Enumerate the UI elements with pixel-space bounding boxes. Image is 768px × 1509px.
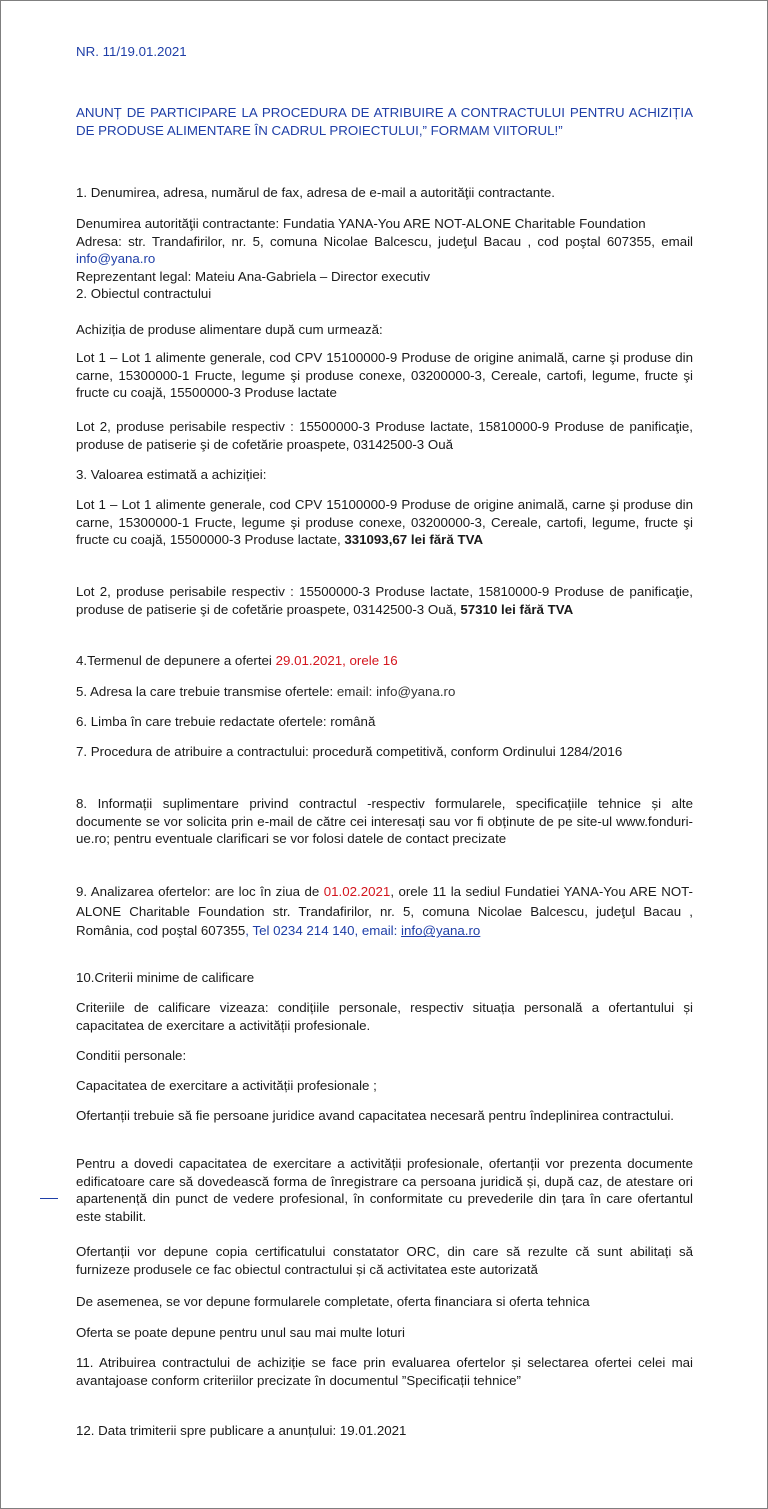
lot-2-description: Lot 2, produse perisabile respectiv : 15500000-3 Produse lactate, 15810000-9 Produse de panificaţie, produse de patiserie şi de cofetărie proaspete, 03142500-3 Ouă, [76,584,693,617]
section-9-text-a: 9. Analizarea ofertelor: are loc în ziua de [76,884,324,899]
authority-address [76,233,693,268]
section-3-lot-2 [76,583,693,618]
section-2-lot-2: Lot 2, produse perisabile respectiv : 15500000-3 Produse lactate, 15810000-9 Produse de panificaţie, produse de patiserie şi de cofetărie proaspete, 03142500-3 Ouă [76,419,693,452]
authority-name: Denumirea autorităţii contractante: Fundatia YANA-You ARE NOT-ALONE Charitable Foundation [76,216,646,231]
section-12: 12. Data trimiterii spre publicare a anunțului: 19.01.2021 [76,1423,407,1438]
section-4-text: 4.Termenul de depunere a ofertei [76,653,276,668]
professional-capacity-label: Capacitatea de exercitare a activității profesionale ; [76,1078,377,1093]
section-3-heading: 3. Valoarea estimată a achiziției: [76,467,267,482]
section-6: 6. Limba în care trebuie redactate ofertele: română [76,714,376,729]
lot-2-value: 57310 lei fără TVA [460,601,574,617]
section-10-heading: 10.Criterii minime de calificare [76,970,255,985]
section-9-text-b: , orele 11 la sediul Fundatiei YANA-You ARE NOT-ALONE Charitable Foundation str. Trandafirilor, nr. 5, comuna Nicolae Balcescu, judeţul Bacau , România, cod poştal 607355 [76,884,693,939]
bidders-requirement: Ofertanții trebuie să fie persoane juridice avand capacitatea necesară pentru îndeplinirea contractului. [76,1108,674,1123]
contact-email-link[interactable]: info@yana.ro [401,923,481,939]
contact-phone: , Tel 0234 214 140, email: [245,923,402,939]
document-number: NR. 11/19.01.2021 [76,44,187,59]
address-text: Adresa: str. Trandafirilor, nr. 5, comuna Nicolae Balcescu, judeţul Bacau , cod poştal 607355, email [76,233,693,249]
section-2-lot-1: Lot 1 – Lot 1 alimente generale, cod CPV 15100000-9 Produse de origine animală, carne şi produse din carne, 15300000-1 Fructe, legume şi produse conexe, 03200000-3, Cereale, cartofi, legume, fructe şi fructe cu coajă, 15500000-3 Produse lactate [76,350,693,401]
personal-conditions-label: Conditii personale: [76,1048,187,1063]
section-5 [76,683,455,701]
forms-requirement: De asemenea, se vor depune formularele completate, oferta financiara si oferta tehnica [76,1294,590,1309]
section-10-criteria: Criteriile de calificare vizeaza: condițiile personale, respectiv situația personală a ofertantului și capacitatea de exercitare a activității profesionale. [76,1000,693,1033]
margin-dash-mark [40,1198,58,1199]
offer-email[interactable]: email: info@yana.ro [336,684,456,699]
lot-1-description: Lot 1 – Lot 1 alimente generale, cod CPV 15100000-9 Produse de origine animală, carne şi produse din carne, 15300000-1 Fructe, legume şi produse conexe, 03200000-3, Cereale, cartofi, legume, fructe şi fructe cu coajă, 15500000-3 Produse lactate, [76,497,693,548]
section-2-heading: 2. Obiectul contractului [76,286,212,302]
section-8: 8. Informații suplimentare privind contractul -respectiv formularele, specificațiile tehnice și alte documente se vor solicita prin e-mail de către cei interesați sau vor fi obținute de pe site-ul www.fonduri-ue.ro; pentru eventuale clarificari se vor folosi datele de contact precizate [76,796,693,847]
section-9 [76,882,693,941]
authority-details [76,215,693,303]
legal-representative: Reprezentant legal: Mateiu Ana-Gabriela – Director executiv [76,268,431,284]
analysis-date: 01.02.2021 [323,884,391,899]
section-7: 7. Procedura de atribuire a contractului: procedură competitivă, conform Ordinului 1284/2016 [76,744,623,759]
orc-certificate: Ofertanții vor depune copia certificatului constatator ORC, din care să rezulte că sunt abilitați să furnizeze produsele ce fac obiectul contractului și că activitatea este autorizată [76,1244,693,1277]
section-3-lot-1 [76,496,693,549]
section-1-heading: 1. Denumirea, adresa, numărul de fax, adresa de e-mail a autorităţii contractante. [76,185,555,200]
section-4 [76,652,398,670]
section-2-intro: Achiziția de produse alimentare după cum urmează: [76,322,383,337]
lot-1-value: 331093,67 lei fără TVA [344,532,484,548]
submission-deadline: 29.01.2021, orele 16 [275,653,398,668]
capacity-proof: Pentru a dovedi capacitatea de exercitare a activității profesionale, ofertanții vor prezenta documente edificatoare care să dovedească forma de înregistrare ca persoana juridică și, după caz, de atestare ori apartenență din punct de vedere profesional, în conformitate cu prevederile din țara în care ofertantul este stabilit. [76,1156,693,1224]
section-11: 11. Atribuirea contractului de achiziție se face prin evaluarea ofertelor și selectarea ofertei celei mai avantajoase conform criteriilor precizate în documentul ”Specificații tehnice” [76,1355,693,1388]
announcement-title: ANUNȚ DE PARTICIPARE LA PROCEDURA DE ATRIBUIRE A CONTRACTULUI PENTRU ACHIZIȚIA DE PRODUSE ALIMENTARE ÎN CADRUL PROIECTULUI,” FORMAM VIITORUL!” [76,105,693,138]
lots-note: Oferta se poate depune pentru unul sau mai multe loturi [76,1325,405,1340]
section-5-text: 5. Adresa la care trebuie transmise ofertele: [76,684,337,699]
authority-email[interactable]: info@yana.ro [76,251,156,267]
